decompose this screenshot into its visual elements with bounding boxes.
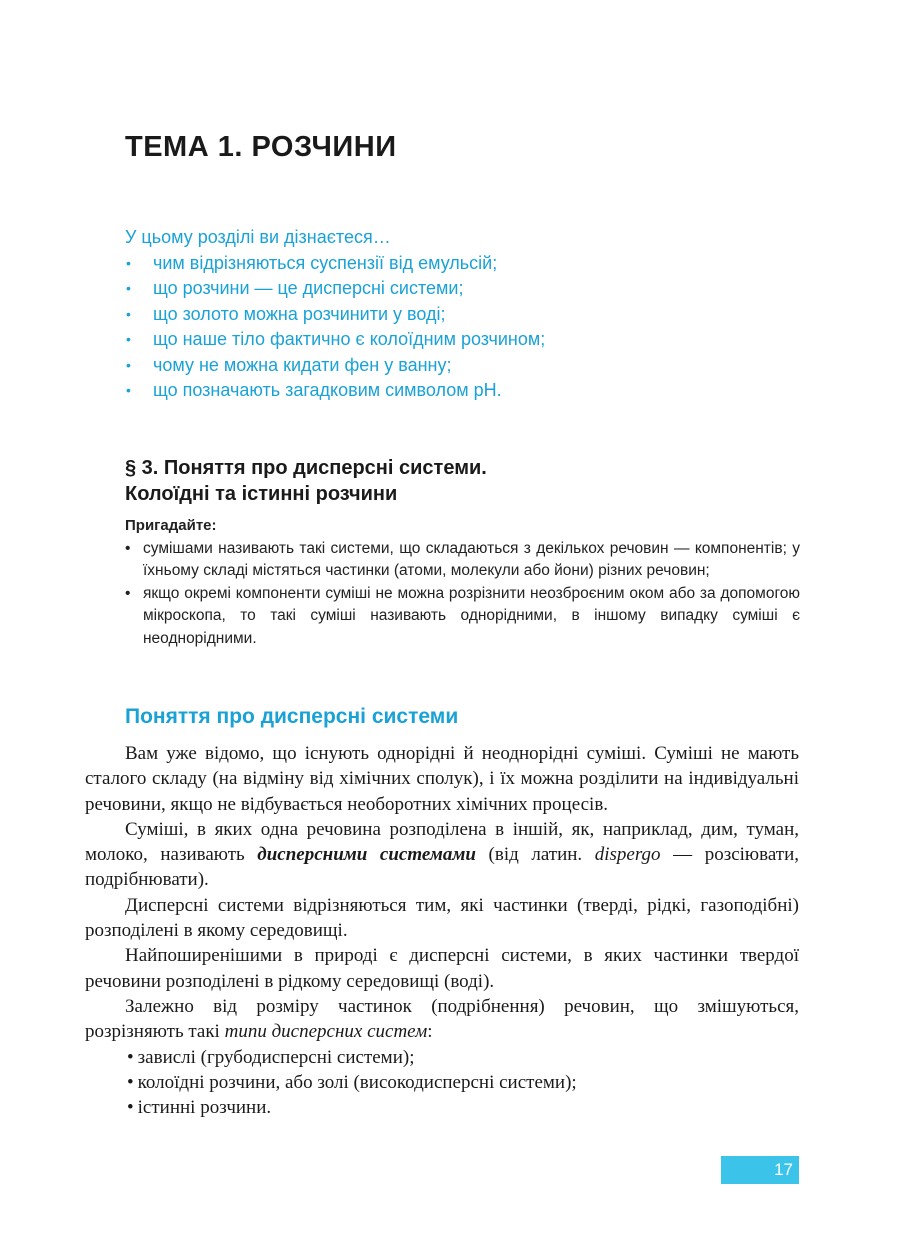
section-heading (125, 455, 805, 507)
intro-item: • що наше тіло фактично є колоїдним розчином; (125, 327, 805, 353)
paragraph-2 (85, 817, 799, 893)
intro-item: • чим відрізняються суспензії від емульсій; (125, 251, 805, 277)
intro-lead: У цьому розділі ви дізнаєтеся… (125, 227, 391, 247)
paragraph-1: Вам уже відомо, що існують однорідні й неоднорідні суміші. Суміші не мають сталого складу (на відміну від хімічних сполук), і їх можна розділити на індивідуальні речовини, якщо не відбувається необоротних хімічних процесів. (85, 743, 799, 815)
section-heading-line1: § 3. Поняття про дисперсні системи. (125, 457, 487, 479)
paragraph-4: Найпоширенішими в природі є дисперсні системи, в яких частинки твердої речовини розподілені в рідкому середовищі (воді). (85, 945, 799, 992)
intro-item: • чому не можна кидати фен у ванну; (125, 353, 805, 379)
subheading: Поняття про дисперсні системи (125, 705, 459, 728)
recall-list (125, 538, 800, 651)
body-text (85, 741, 799, 1120)
paragraph-2-text: Суміші, в яких одна речовина розподілена в іншій, як, наприклад, дим, туман, молоко, називають (85, 818, 799, 866)
page-number: 17 (721, 1156, 799, 1184)
paragraph-5-text: Залежно від розміру частинок (подрібнення) речовин, що змішуються, розрізняють такі (85, 995, 799, 1043)
term-types: типи дисперсних систем (224, 1021, 428, 1043)
intro-item: • що розчини — це дисперсні системи; (125, 276, 805, 302)
paragraph-3: Дисперсні системи відрізняються тим, які частинки (тверді, рідкі, газоподібні) розподілені в якому середовищі. (85, 894, 799, 942)
types-list (85, 1045, 799, 1121)
intro-item: • що позначають загадковим символом pH. (125, 378, 805, 404)
paragraph-5-text: : (427, 1021, 433, 1043)
paragraph-2-text: — розсіювати, подрібнювати). (85, 844, 800, 891)
paragraph-5 (85, 994, 799, 1045)
paragraph-2-text: (від латин. (475, 844, 595, 866)
types-list-item: • колоїдні розчини, або золі (високодисперсні системи); (127, 1071, 577, 1093)
types-list-item: • істинні розчини. (127, 1097, 272, 1119)
section-heading-line2: Колоїдні та істинні розчини (125, 483, 398, 505)
recall-title: Пригадайте: (125, 517, 217, 534)
intro-block (125, 225, 805, 404)
recall-block (125, 515, 800, 650)
recall-item: • сумішами називають такі системи, що складаються з декількох речовин — компонентів; у їхньому складі містяться частинки (атоми, молекули або йони) різних речовин; (125, 538, 800, 583)
intro-item: • що золото можна розчинити у воді; (125, 302, 805, 328)
types-list-item: • завислі (грубодисперсні системи); (127, 1046, 415, 1068)
theme-title: ТЕМА 1. РОЗЧИНИ (125, 131, 397, 163)
term-disperse-systems: дисперсними системами (257, 844, 476, 866)
latin-word: dispergo (594, 844, 661, 866)
recall-item: • якщо окремі компоненти суміші не можна розрізнити неозброєним оком або за допомогою мікроскопа, то такі суміші називають однорідними, в іншому випадку суміші є неоднорідними. (125, 583, 800, 651)
intro-list (125, 251, 805, 404)
